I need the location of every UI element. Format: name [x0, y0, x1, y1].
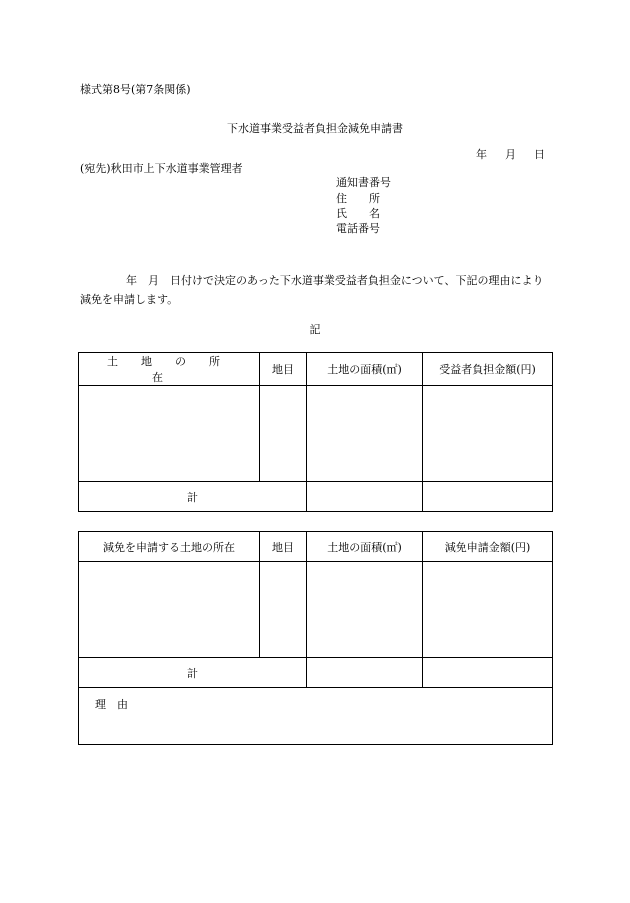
total-label: 計 — [79, 658, 307, 688]
total-amount-cell[interactable] — [423, 482, 553, 512]
table-row — [79, 562, 553, 658]
ki-heading: 記 — [309, 323, 321, 336]
reduction-request-table — [78, 531, 553, 745]
land-area-cell[interactable] — [307, 386, 423, 482]
reason-row — [79, 688, 553, 745]
header-reduction-land-location: 減免を申請する土地の所在 — [79, 532, 260, 562]
header-land-area: 土地の面積(㎡) — [307, 532, 423, 562]
date-line — [476, 146, 545, 162]
land-charge-table — [78, 352, 553, 512]
total-label: 計 — [79, 482, 307, 512]
total-row — [79, 658, 553, 688]
total-row — [79, 482, 553, 512]
reason-label: 理 由 — [95, 698, 128, 711]
total-area-cell[interactable] — [307, 482, 423, 512]
table-row — [79, 386, 553, 482]
header-charge-amount: 受益者負担金額(円) — [423, 353, 553, 386]
phone-number-label: 電話番号 — [336, 222, 380, 235]
addressee: (宛先)秋田市上下水道事業管理者 — [80, 162, 243, 175]
application-statement — [80, 271, 552, 309]
total-area-cell[interactable] — [307, 658, 423, 688]
date-year-label: 年 — [476, 148, 487, 161]
header-land-location: 土地の所在 — [79, 353, 260, 386]
header-land-category: 地目 — [260, 532, 307, 562]
document-title: 下水道事業受益者負担金減免申請書 — [227, 122, 403, 135]
land-category-cell[interactable] — [260, 386, 307, 482]
application-statement-text: 年 月 日付けで決定のあった下水道事業受益者負担金について、下記の理由により減免を申請します。 — [80, 274, 544, 306]
charge-amount-cell[interactable] — [423, 386, 553, 482]
header-land-area: 土地の面積(㎡) — [307, 353, 423, 386]
date-day-label: 日 — [534, 148, 545, 161]
land-location-cell[interactable] — [79, 386, 260, 482]
header-land-category: 地目 — [260, 353, 307, 386]
form-number: 様式第8号(第7条関係) — [80, 83, 191, 96]
reduction-land-location-cell[interactable] — [79, 562, 260, 658]
reduction-amount-cell[interactable] — [423, 562, 553, 658]
name-label: 氏 名 — [336, 207, 380, 220]
table-header-row — [79, 353, 553, 386]
header-reduction-amount: 減免申請金額(円) — [423, 532, 553, 562]
address-label: 住 所 — [336, 192, 380, 205]
reason-cell[interactable] — [79, 688, 553, 745]
land-category-cell[interactable] — [260, 562, 307, 658]
total-amount-cell[interactable] — [423, 658, 553, 688]
date-month-label: 月 — [505, 148, 516, 161]
notice-number-label: 通知書番号 — [336, 176, 391, 189]
table-header-row — [79, 532, 553, 562]
land-area-cell[interactable] — [307, 562, 423, 658]
